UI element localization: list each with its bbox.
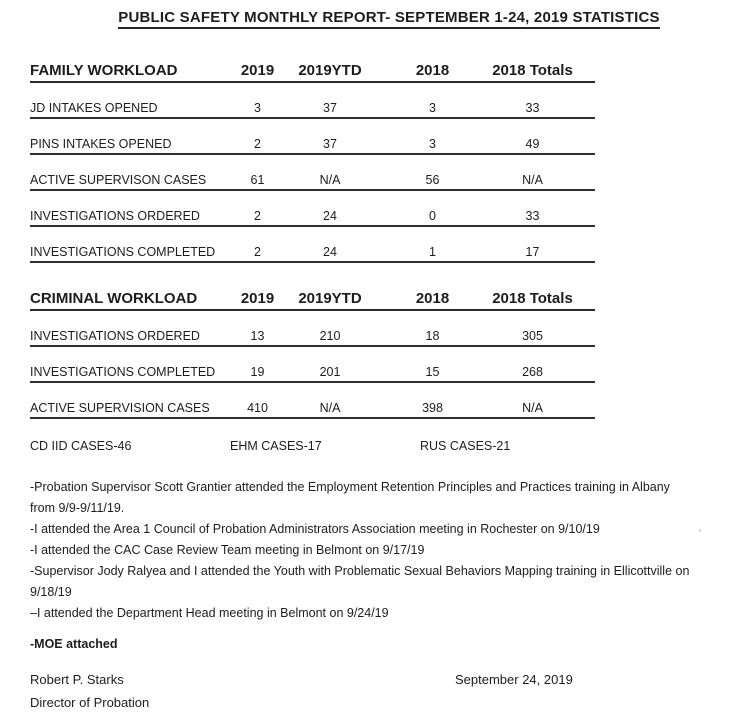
report-date: September 24, 2019 [455, 672, 573, 687]
signatory-title: Director of Probation [30, 695, 150, 710]
family-workload-table [30, 41, 595, 263]
cell-value: 61 [250, 173, 265, 187]
cell-value: 3 [254, 101, 261, 115]
note-line: 9/18/19 [30, 585, 72, 599]
cell-value: 49 [525, 137, 540, 151]
note-line: -Supervisor Jody Ralyea and I attended the Youth with Problematic Sexual Behaviors Mapping training in Ellicottville on [30, 564, 690, 578]
section-title-family: FAMILY WORKLOAD [30, 62, 178, 79]
note-line: -I attended the Area 1 Council of Probation Administrators Association meeting in Rochester on 9/10/19 [30, 522, 600, 536]
cell-value: 37 [323, 101, 337, 115]
column-header-2019: 2019 [240, 62, 275, 79]
family-table-header-row [30, 41, 595, 83]
column-header-2019ytd: 2019YTD [298, 62, 362, 79]
cell-value: 268 [522, 365, 543, 379]
case-count-ehm: EHM CASES-17 [230, 439, 322, 453]
cell-value: 13 [250, 329, 265, 343]
row-label: ACTIVE SUPERVISON CASES [30, 173, 207, 187]
row-label: ACTIVE SUPERVISION CASES [30, 401, 210, 415]
attachment-note: -MOE attached [30, 637, 118, 651]
cell-value: 15 [425, 365, 440, 379]
note-line: -I attended the CAC Case Review Team meeting in Belmont on 9/17/19 [30, 543, 425, 557]
cell-value: 210 [319, 329, 341, 343]
table-row-active-supervison [30, 155, 595, 191]
row-label: INVESTIGATIONS ORDERED [30, 329, 200, 343]
table-row-investigations-ordered [30, 311, 595, 347]
cell-value: N/A [522, 173, 543, 187]
table-row-jd-intakes [30, 83, 595, 119]
cell-value: 24 [323, 245, 337, 259]
table-row-active-supervision [30, 383, 595, 419]
note-line: –I attended the Department Head meeting in Belmont on 9/24/19 [30, 606, 389, 620]
cell-value: 2 [254, 209, 261, 223]
row-label: INVESTIGATIONS COMPLETED [30, 245, 216, 259]
cell-value: 398 [422, 401, 443, 415]
case-count-cd-iid: CD IID CASES-46 [30, 439, 132, 453]
cell-value: 2 [254, 137, 261, 151]
cell-value: N/A [522, 401, 543, 415]
notes-section [30, 477, 740, 624]
cell-value: 33 [525, 101, 540, 115]
cell-value: 24 [323, 209, 337, 223]
case-count-rus: RUS CASES-21 [420, 439, 511, 453]
table-row-pins-intakes [30, 119, 595, 155]
row-label: INVESTIGATIONS COMPLETED [30, 365, 216, 379]
scan-artifact: ’ [696, 527, 702, 541]
cell-value: 17 [525, 245, 540, 259]
column-header-2018: 2018 [415, 62, 450, 79]
table-row-investigations-completed [30, 227, 595, 263]
cell-value: 56 [425, 173, 440, 187]
report-header [0, 0, 750, 29]
cell-value: 37 [323, 137, 337, 151]
cell-value: 3 [429, 101, 436, 115]
report-title: PUBLIC SAFETY MONTHLY REPORT- SEPTEMBER 1-24, 2019 STATISTICS [118, 9, 659, 29]
column-header-2018-totals: 2018 Totals [492, 62, 573, 79]
cell-value: 18 [425, 329, 440, 343]
column-header-2019: 2019 [240, 290, 275, 307]
table-row-investigations-ordered [30, 191, 595, 227]
row-label: JD INTAKES OPENED [30, 101, 158, 115]
cell-value: 0 [429, 209, 436, 223]
case-counts-row [30, 439, 750, 453]
cell-value: 305 [522, 329, 543, 343]
table-row-investigations-completed [30, 347, 595, 383]
column-header-2018: 2018 [415, 290, 450, 307]
signatory-name: Robert P. Starks [30, 672, 124, 687]
cell-value: 1 [429, 245, 436, 259]
cell-value: 3 [429, 137, 436, 151]
criminal-table-header-row [30, 263, 595, 311]
note-line: from 9/9-9/11/19. [30, 501, 125, 515]
cell-value: 2 [254, 245, 261, 259]
cell-value: N/A [319, 173, 341, 187]
cell-value: 201 [319, 365, 341, 379]
column-header-2019ytd: 2019YTD [298, 290, 362, 307]
signature-block [30, 668, 750, 714]
row-label: PINS INTAKES OPENED [30, 137, 172, 151]
row-label: INVESTIGATIONS ORDERED [30, 209, 200, 223]
cell-value: 410 [247, 401, 268, 415]
cell-value: 19 [250, 365, 265, 379]
cell-value: 33 [525, 209, 540, 223]
cell-value: N/A [319, 401, 341, 415]
criminal-workload-table [30, 263, 595, 419]
note-line: -Probation Supervisor Scott Grantier attended the Employment Retention Principles and Practices training in Albany [30, 480, 670, 494]
section-title-criminal: CRIMINAL WORKLOAD [30, 290, 198, 307]
column-header-2018-totals: 2018 Totals [492, 290, 573, 307]
